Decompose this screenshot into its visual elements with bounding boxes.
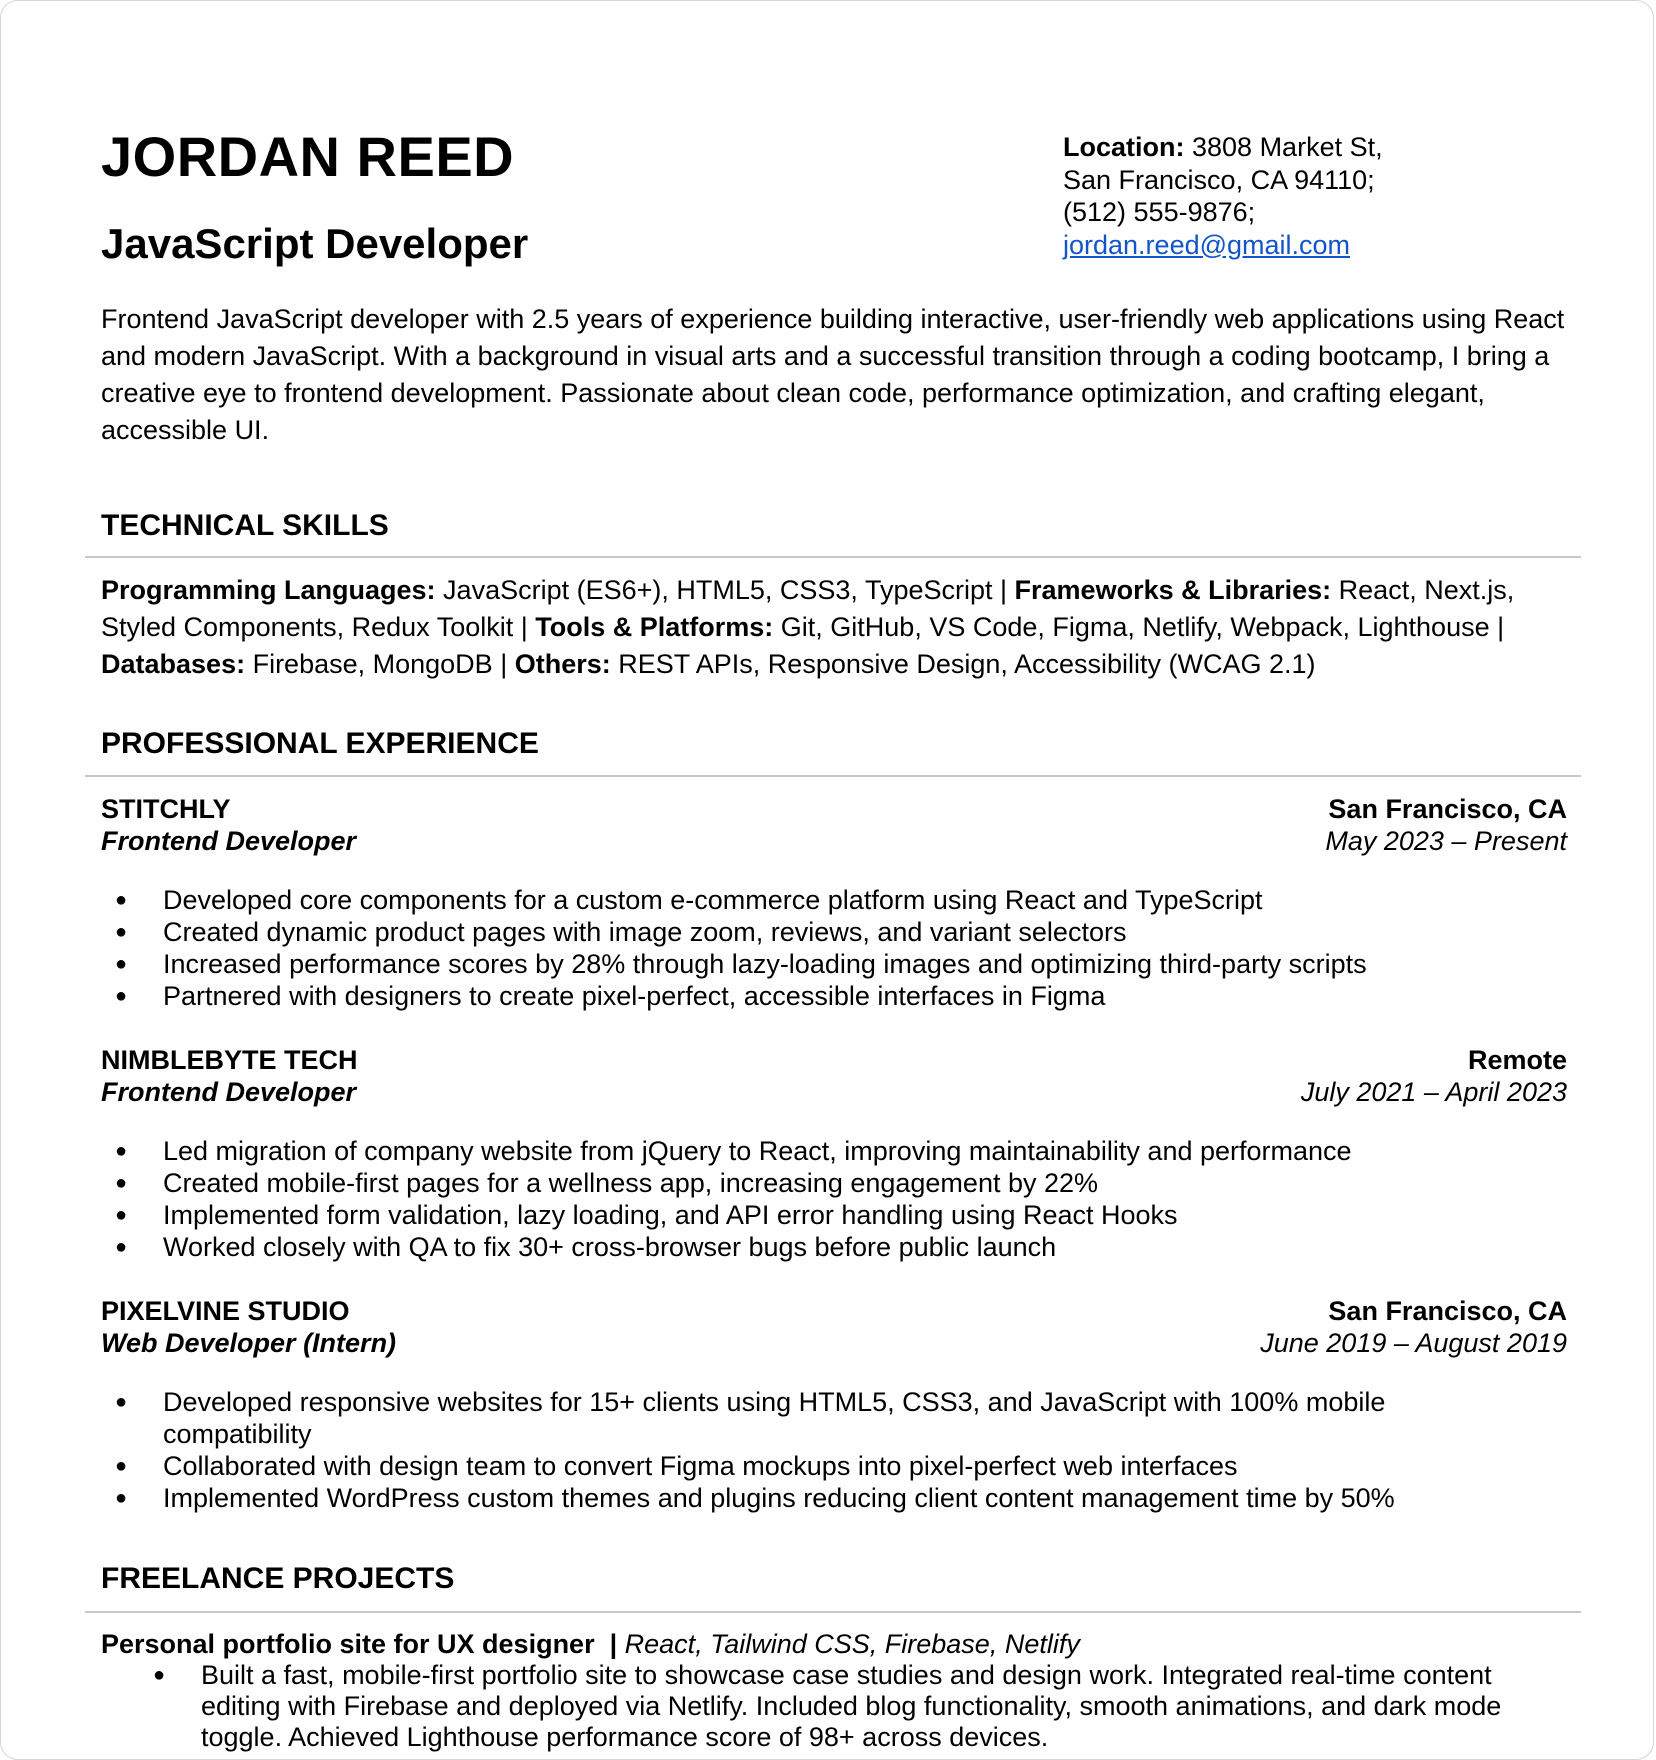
skill-label: Databases: xyxy=(101,649,246,679)
skill-value: JavaScript (ES6+), HTML5, CSS3, TypeScript | xyxy=(435,575,1015,605)
skill-label: Programming Languages: xyxy=(101,575,436,605)
location-label: Location: xyxy=(1063,132,1185,162)
phone-number: (512) 555-9876; xyxy=(1063,197,1256,227)
skill-value: Git, GitHub, VS Code, Figma, Netlify, Webpack, Lighthouse | xyxy=(773,612,1505,642)
candidate-name: JORDAN REED xyxy=(101,125,515,188)
job-entry xyxy=(101,1295,1567,1514)
list-item: ● Developed core components for a custom e-commerce platform using React and TypeScript xyxy=(101,884,1567,916)
job-dates: June 2019 – August 2019 xyxy=(1260,1328,1567,1358)
list-item: ● Led migration of company website from jQuery to React, improving maintainability and performance xyxy=(101,1135,1567,1167)
skill-label: Frameworks & Libraries: xyxy=(1014,575,1332,605)
job-company: PIXELVINE STUDIO xyxy=(101,1296,350,1326)
section-divider xyxy=(85,556,1581,558)
section-title-experience: PROFESSIONAL EXPERIENCE xyxy=(101,727,539,760)
job-dates: July 2021 – April 2023 xyxy=(1300,1077,1567,1107)
skill-value: Firebase, MongoDB | xyxy=(245,649,515,679)
address-line1: 3808 Market St, xyxy=(1184,132,1383,162)
job-title: Web Developer (Intern) xyxy=(101,1328,397,1358)
job-location: San Francisco, CA xyxy=(1328,1296,1567,1326)
list-item: ● Developed responsive websites for 15+ clients using HTML5, CSS3, and JavaScript with 100% mobile compatibility xyxy=(101,1386,1427,1450)
skill-label: Others: xyxy=(514,649,611,679)
job-entry xyxy=(101,793,1567,1012)
list-item: ● Collaborated with design team to convert Figma mockups into pixel-perfect web interfaces xyxy=(101,1450,1427,1482)
job-title: Frontend Developer xyxy=(101,826,357,856)
skill-value: REST APIs, Responsive Design, Accessibility (WCAG 2.1) xyxy=(610,649,1316,679)
list-item: ● Partnered with designers to create pixel-perfect, accessible interfaces in Figma xyxy=(101,980,1567,1012)
list-item: ● Implemented form validation, lazy loading, and API error handling using React Hooks xyxy=(101,1199,1567,1231)
list-item: ● Worked closely with QA to fix 30+ cross-browser bugs before public launch xyxy=(101,1231,1567,1263)
skill-label: Tools & Platforms: xyxy=(535,612,774,642)
project-separator: | xyxy=(594,1629,625,1659)
candidate-role: JavaScript Developer xyxy=(101,220,529,267)
job-company: STITCHLY xyxy=(101,794,231,824)
address-line2: San Francisco, CA 94110; xyxy=(1063,164,1375,195)
project-name: Personal portfolio site for UX designer xyxy=(101,1629,595,1659)
section-title-projects: FREELANCE PROJECTS xyxy=(101,1562,455,1595)
email-link[interactable]: jordan.reed@gmail.com xyxy=(1063,229,1351,260)
skill-value: React, Next.js, Styled Components, Redux Toolkit | xyxy=(101,575,1515,642)
section-title-skills: TECHNICAL SKILLS xyxy=(101,509,389,542)
list-item: ● Increased performance scores by 28% through lazy-loading images and optimizing third-party scripts xyxy=(101,948,1567,980)
job-company: NIMBLEBYTE TECH xyxy=(101,1045,358,1075)
list-item: ● Created dynamic product pages with image zoom, reviews, and variant selectors xyxy=(101,916,1567,948)
section-divider xyxy=(85,1611,1581,1613)
project-stack: React, Tailwind CSS, Firebase, Netlify xyxy=(624,1629,1080,1659)
job-location: San Francisco, CA xyxy=(1328,794,1567,824)
skills-paragraph xyxy=(101,572,1581,683)
list-item: ● Created mobile-first pages for a wellness app, increasing engagement by 22% xyxy=(101,1167,1567,1199)
summary-paragraph: Frontend JavaScript developer with 2.5 years of experience building interactive, user-friendly web applications using React and modern JavaScript. With a background in visual arts and a successful transition through a coding bootcamp, I bring a creative eye to frontend development. Passionate about clean code, performance optimization, and crafting elegant, accessible UI. xyxy=(101,304,1565,445)
contact-block xyxy=(1063,131,1383,261)
job-title: Frontend Developer xyxy=(101,1077,357,1107)
job-location: Remote xyxy=(1467,1045,1567,1075)
section-divider xyxy=(85,775,1581,777)
job-dates: May 2023 – Present xyxy=(1325,826,1567,856)
project-entry xyxy=(101,1629,1567,1753)
job-entry xyxy=(101,1044,1567,1263)
list-item: ● Implemented WordPress custom themes and plugins reducing client content management time by 50% xyxy=(101,1482,1427,1514)
list-item: ● Built a fast, mobile-first portfolio site to showcase case studies and design work. Integrated real-time content editing with Firebase and deployed via Netlify. Included blog functionality, smooth animations, and dark mode toggle. Achieved Lighthouse performance score of 98+ across devices. xyxy=(101,1660,1567,1753)
